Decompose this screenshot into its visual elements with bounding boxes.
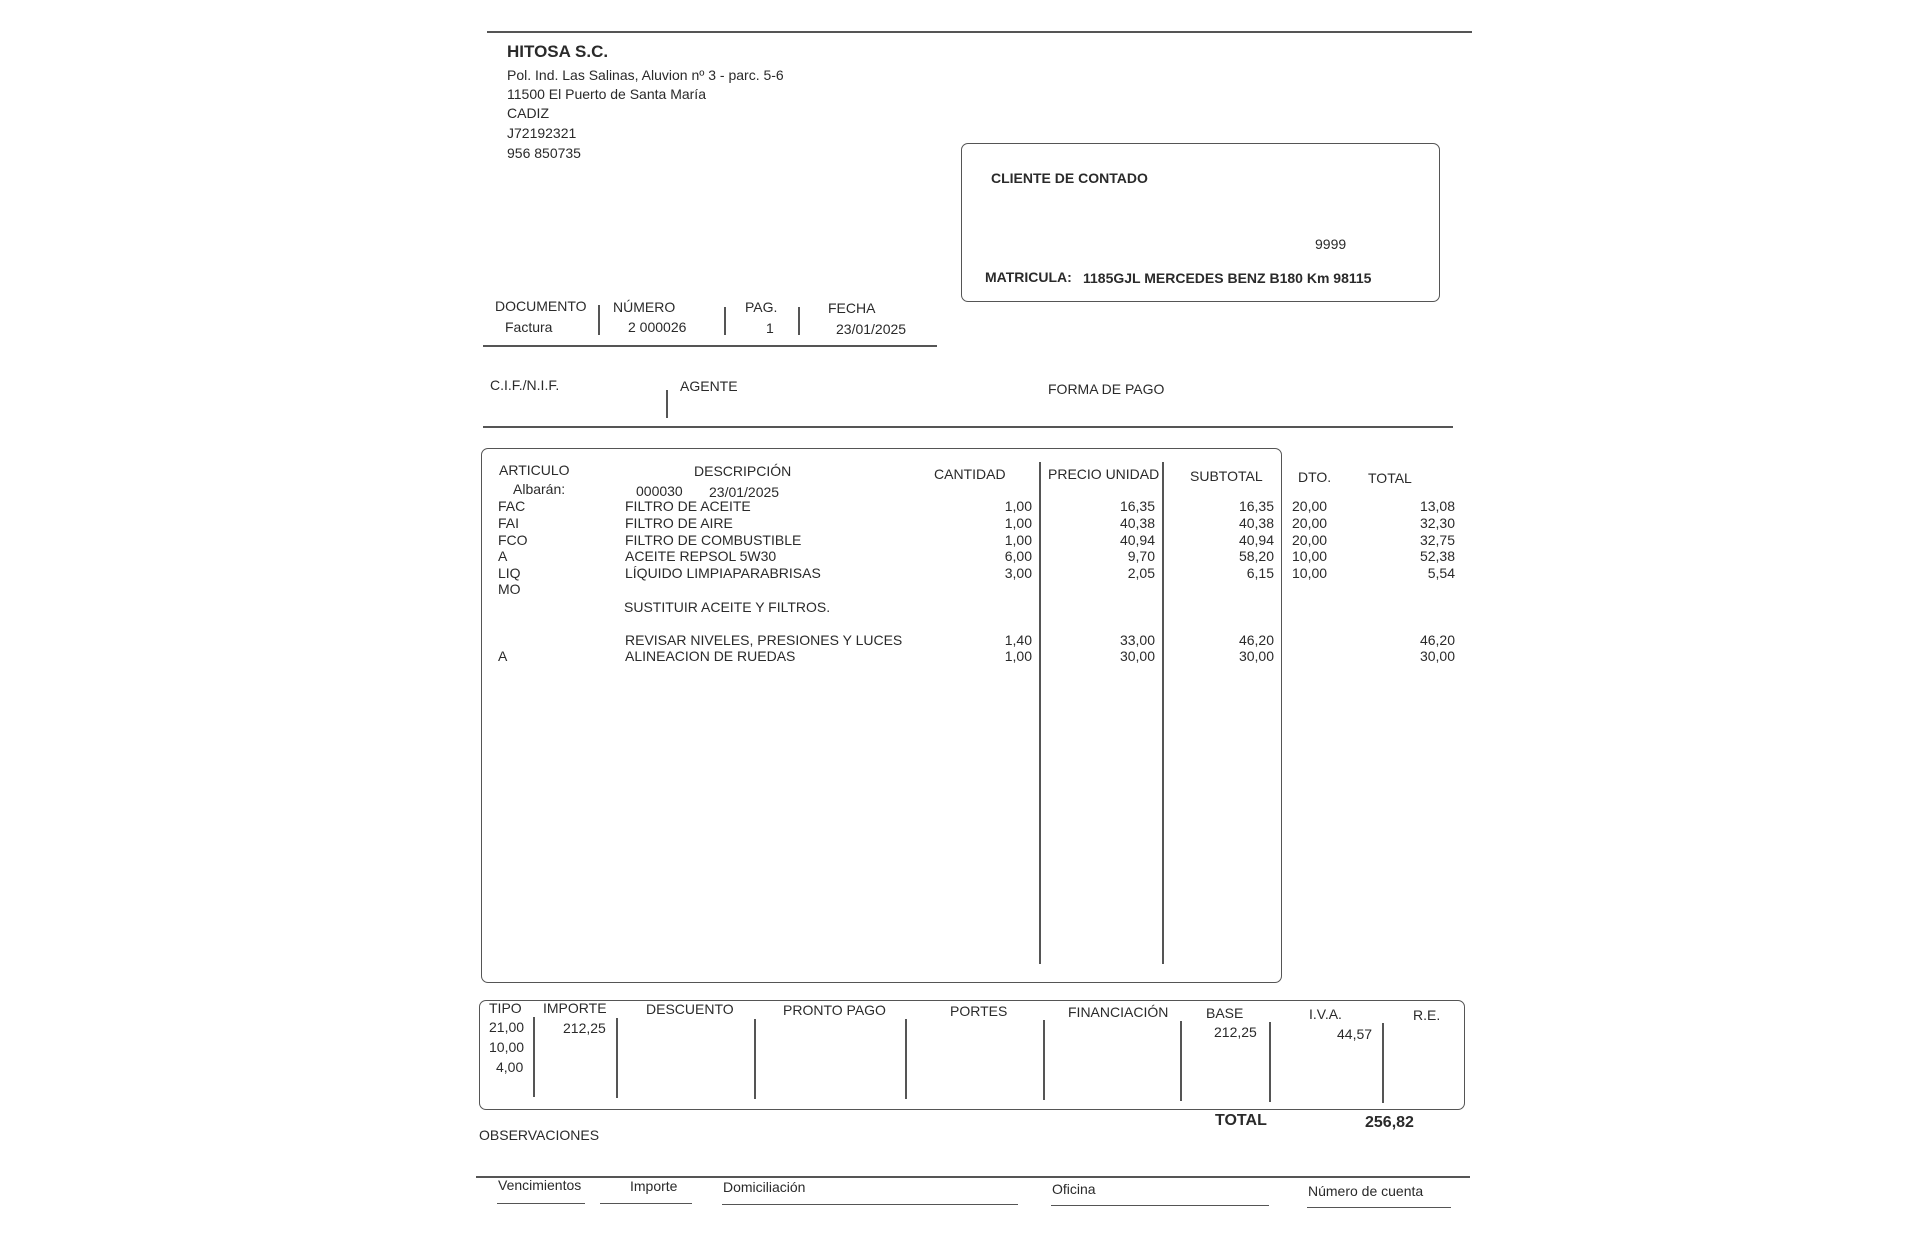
cell-qty: 1,00 — [1004, 498, 1032, 514]
address-line: Pol. Ind. Las Salinas, Aluvion nº 3 - parc. 5-6 — [507, 67, 784, 83]
cell-art: A — [498, 648, 508, 664]
address-line: J72192321 — [507, 125, 577, 141]
cif-divider — [666, 390, 668, 418]
forma-pago-label: FORMA DE PAGO — [1048, 381, 1165, 397]
tax-divider — [1382, 1023, 1384, 1103]
tax-header-descuento: DESCUENTO — [646, 1001, 734, 1017]
tax-header-re: R.E. — [1413, 1007, 1441, 1023]
numero-value: 2 000026 — [628, 319, 687, 335]
cell-total: 5,54 — [1427, 565, 1455, 581]
cell-desc: REVISAR NIVELES, PRESIONES Y LUCES — [625, 632, 903, 648]
company-name: HITOSA S.C. — [507, 42, 609, 61]
tax-iva: 44,57 — [1337, 1026, 1373, 1042]
header-articulo: ARTICULO — [499, 462, 570, 478]
cell-art: FAI — [498, 515, 520, 531]
footer-importe: Importe — [630, 1178, 678, 1194]
agente-label: AGENTE — [680, 378, 738, 394]
cell-price: 40,38 — [1119, 515, 1155, 531]
doc-header-rule — [483, 345, 937, 347]
cell-qty: 1,40 — [1004, 632, 1032, 648]
doc-divider — [724, 307, 726, 335]
tax-header-tipo: TIPO — [489, 1000, 522, 1016]
header-subtotal: SUBTOTAL — [1190, 468, 1263, 484]
header-cantidad: CANTIDAD — [934, 466, 1006, 482]
cell-total: 30,00 — [1419, 648, 1455, 664]
cell-art: LIQ — [498, 565, 521, 581]
tax-importe: 212,25 — [563, 1020, 606, 1036]
cell-qty: 1,00 — [1004, 515, 1032, 531]
footer-rule — [476, 1176, 1470, 1178]
cell-art: A — [498, 548, 508, 564]
cell-total: 13,08 — [1419, 498, 1455, 514]
doc-divider — [598, 305, 600, 335]
cell-qty: 1,00 — [1004, 648, 1032, 664]
header-dto: DTO. — [1298, 469, 1332, 485]
doc-divider — [798, 307, 800, 335]
mo-note: SUSTITUIR ACEITE Y FILTROS. — [624, 599, 831, 615]
cell-desc: ALINEACION DE RUEDAS — [625, 648, 796, 664]
cell-art: MO — [498, 581, 521, 597]
footer-underline — [1051, 1205, 1269, 1206]
matricula-label: MATRICULA: — [985, 269, 1072, 285]
tax-divider — [1043, 1020, 1045, 1100]
cell-price: 33,00 — [1119, 632, 1155, 648]
header-total: TOTAL — [1368, 470, 1412, 486]
cell-total: 52,38 — [1419, 548, 1455, 564]
footer-domiciliacion: Domiciliación — [723, 1179, 806, 1195]
cell-dto: 20,00 — [1292, 515, 1328, 531]
albaran-number: 000030 — [636, 483, 683, 499]
cell-sub: 40,38 — [1238, 515, 1274, 531]
total-label: TOTAL — [1215, 1112, 1267, 1129]
cell-total: 32,75 — [1419, 532, 1455, 548]
albaran-label: Albarán: — [513, 481, 566, 497]
tax-header-importe: IMPORTE — [543, 1000, 607, 1016]
fecha-value: 23/01/2025 — [836, 321, 907, 337]
cell-dto: 10,00 — [1292, 565, 1328, 581]
pag-value: 1 — [766, 320, 774, 336]
top-rule — [487, 31, 1472, 33]
cell-price: 9,70 — [1127, 548, 1155, 564]
footer-oficina: Oficina — [1052, 1181, 1096, 1197]
total-value: 256,82 — [1365, 1114, 1414, 1131]
col-divider — [1162, 462, 1164, 964]
cell-desc: LÍQUIDO LIMPIAPARABRISAS — [625, 565, 821, 581]
tax-header-base: BASE — [1206, 1005, 1244, 1021]
address-line: 956 850735 — [507, 145, 581, 161]
tax-divider — [1180, 1021, 1182, 1101]
cell-sub: 30,00 — [1238, 648, 1274, 664]
cell-qty: 3,00 — [1004, 565, 1032, 581]
cell-qty: 1,00 — [1004, 532, 1032, 548]
albaran-date: 23/01/2025 — [709, 484, 780, 500]
cell-total: 46,20 — [1419, 632, 1455, 648]
footer-numero-cuenta: Número de cuenta — [1308, 1183, 1424, 1199]
header-descripcion: DESCRIPCIÓN — [694, 463, 792, 479]
tax-header-financiacion: FINANCIACIÓN — [1068, 1004, 1169, 1020]
cell-total: 32,30 — [1419, 515, 1455, 531]
tax-divider — [754, 1019, 756, 1099]
cell-desc: FILTRO DE ACEITE — [625, 498, 751, 514]
tax-divider — [533, 1017, 535, 1097]
footer-underline — [497, 1203, 585, 1204]
cell-dto: 20,00 — [1292, 532, 1328, 548]
cell-desc: FILTRO DE AIRE — [625, 515, 733, 531]
cif-label: C.I.F./N.I.F. — [490, 377, 560, 393]
cell-desc: ACEITE REPSOL 5W30 — [625, 548, 777, 564]
address-line: CADIZ — [507, 105, 549, 121]
footer-underline — [600, 1203, 692, 1204]
cell-price: 40,94 — [1119, 532, 1155, 548]
tax-header-portes: PORTES — [950, 1003, 1008, 1019]
cell-price: 16,35 — [1119, 498, 1155, 514]
cell-price: 30,00 — [1119, 648, 1155, 664]
cell-art: FAC — [498, 498, 526, 514]
fecha-label: FECHA — [828, 300, 876, 316]
cell-desc: FILTRO DE COMBUSTIBLE — [625, 532, 802, 548]
tax-divider — [1269, 1022, 1271, 1102]
col-divider — [1039, 462, 1041, 964]
tax-base: 212,25 — [1214, 1024, 1257, 1040]
cell-dto: 20,00 — [1292, 498, 1328, 514]
tax-divider — [905, 1019, 907, 1099]
cell-dto: 10,00 — [1292, 548, 1328, 564]
cell-art: FCO — [498, 532, 528, 548]
cell-sub: 40,94 — [1238, 532, 1274, 548]
client-title: CLIENTE DE CONTADO — [991, 170, 1148, 186]
header-precio: PRECIO UNIDAD — [1048, 466, 1160, 482]
cell-sub: 16,35 — [1238, 498, 1274, 514]
pag-label: PAG. — [745, 299, 778, 315]
tax-tipo: 4,00 — [496, 1059, 524, 1075]
tax-tipo: 21,00 — [489, 1019, 525, 1035]
client-code: 9999 — [1315, 236, 1347, 252]
address-line: 11500 El Puerto de Santa María — [507, 86, 706, 102]
matricula-value: 1185GJL MERCEDES BENZ B180 Km 98115 — [1083, 270, 1372, 286]
cell-sub: 6,15 — [1246, 565, 1274, 581]
cell-sub: 58,20 — [1238, 548, 1274, 564]
cell-price: 2,05 — [1127, 565, 1155, 581]
cell-qty: 6,00 — [1004, 548, 1032, 564]
tax-divider — [616, 1018, 618, 1098]
footer-underline — [722, 1204, 1018, 1205]
cell-sub: 46,20 — [1238, 632, 1274, 648]
tax-header-iva: I.V.A. — [1309, 1006, 1342, 1022]
documento-value: Factura — [505, 319, 553, 335]
observaciones-label: OBSERVACIONES — [479, 1127, 600, 1143]
tax-tipo: 10,00 — [489, 1039, 525, 1055]
numero-label: NÚMERO — [613, 299, 676, 315]
info-rule — [483, 426, 1453, 428]
footer-vencimientos: Vencimientos — [498, 1177, 582, 1193]
footer-underline — [1307, 1207, 1451, 1208]
documento-label: DOCUMENTO — [495, 298, 587, 314]
tax-header-pronto-pago: PRONTO PAGO — [783, 1002, 886, 1018]
